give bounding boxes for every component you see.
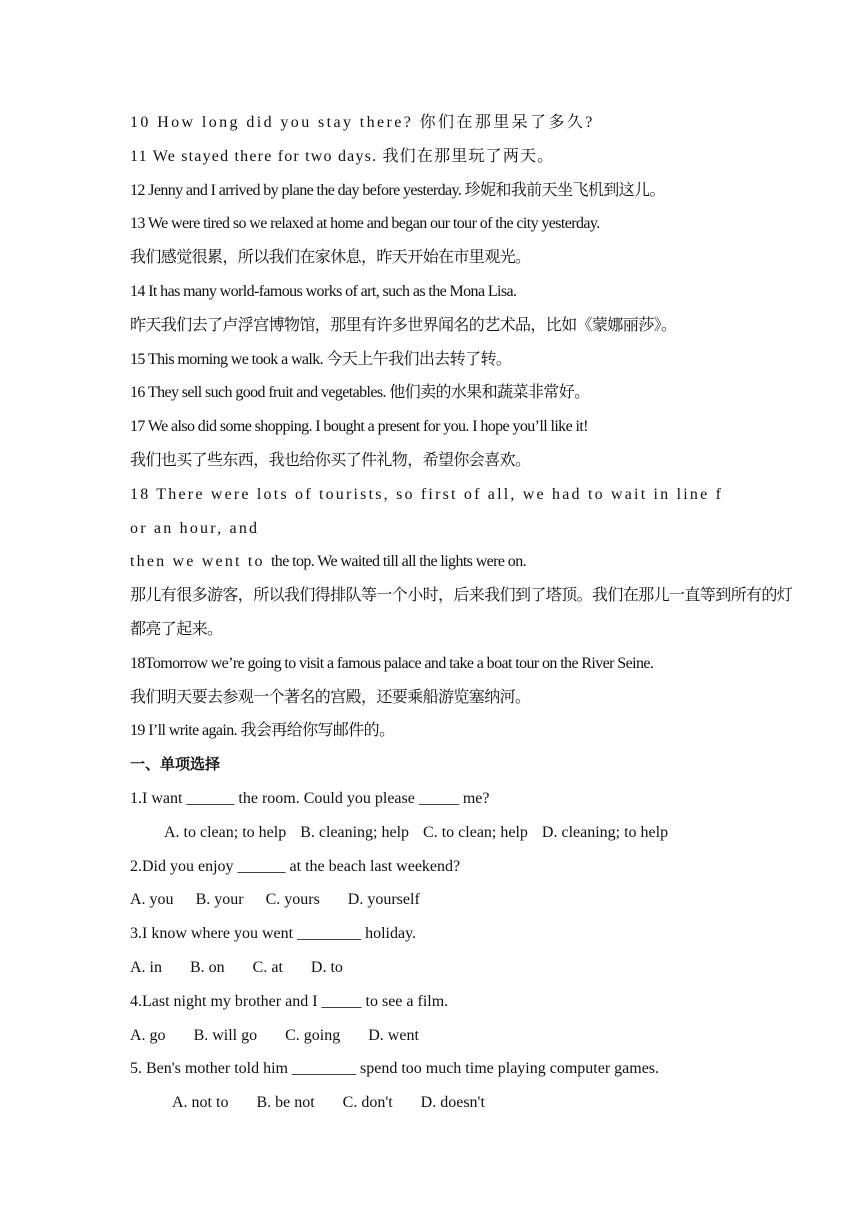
document-content [130, 106, 793, 1120]
question-1-option-a: A. to clean; to help [164, 823, 287, 841]
question-1-stem: 1.I want ______ the room. Could you please _____ me? [130, 789, 490, 807]
question-3-option-d: D. to [310, 958, 343, 976]
sentence-18-line-b: or an hour, and [130, 519, 260, 537]
sentence-18b-english: 18Tomorrow we’re going to visit a famous palace and take a boat tour on the River Seine. [130, 654, 654, 672]
sentence-18-chinese-1: 那儿有很多游客，所以我们得排队等一个小时，后来我们到了塔顶。我们在那儿一直等到所有的灯 [130, 587, 793, 605]
question-2-option-b: B. your [195, 891, 244, 909]
question-3-option-a: A. in [130, 958, 162, 976]
question-4-option-d: D. went [368, 1026, 419, 1044]
question-2-options [130, 883, 740, 917]
question-3-options [130, 951, 740, 985]
question-3-option-c: C. at [252, 958, 283, 976]
question-4-option-c: C. going [285, 1026, 341, 1044]
sentence-13-english: 13 We were tired so we relaxed at home and began our tour of the city yesterday. [130, 215, 600, 233]
question-2-stem: 2.Did you enjoy ______ at the beach last weekend? [130, 857, 461, 875]
sentence-12: 12 Jenny and I arrived by plane the day before yesterday. 珍妮和我前天坐飞机到这儿。 [130, 181, 665, 199]
sentence-18-line-c-start: then we went to [130, 553, 271, 571]
sentence-18b-chinese: 我们明天要去参观一个著名的宫殿，还要乘船游览塞纳河。 [130, 688, 531, 706]
section-heading: 一、单项选择 [130, 755, 221, 774]
sentence-14-english: 14 It has many world-famous works of art, such as the Mona Lisa. [130, 282, 517, 300]
question-4-options [130, 1019, 740, 1053]
sentence-17-chinese: 我们也买了些东西，我也给你买了件礼物，希望你会喜欢。 [130, 451, 531, 469]
sentence-19: 19 I’ll write again. 我会再给你写邮件的。 [130, 722, 395, 740]
question-5-option-c: C. don't [342, 1094, 393, 1112]
sentence-17-english: 17 We also did some shopping. I bought a present for you. I hope you’ll like it! [130, 418, 588, 436]
question-5-options [130, 1086, 740, 1120]
sentence-11: 11 We stayed there for two days. 我们在那里玩了两天。 [130, 147, 555, 165]
question-5-option-a: A. not to [172, 1094, 229, 1112]
question-4-option-b: B. will go [193, 1026, 258, 1044]
question-3-option-b: B. on [190, 958, 225, 976]
question-1-option-c: C. to clean; help [423, 823, 528, 841]
question-2-option-a: A. you [130, 891, 174, 909]
question-2-option-c: C. yours [265, 891, 320, 909]
question-3-stem: 3.I know where you went ________ holiday. [130, 925, 417, 943]
question-1-options [130, 816, 740, 850]
question-5-option-b: B. be not [256, 1094, 315, 1112]
question-5-option-d: D. doesn't [420, 1094, 485, 1112]
sentence-16: 16 They sell such good fruit and vegetables. 他们卖的水果和蔬菜非常好。 [130, 384, 590, 402]
sentence-18-line-c [130, 545, 740, 579]
question-4-stem: 4.Last night my brother and I _____ to see a film. [130, 992, 449, 1010]
sentence-13-chinese: 我们感觉很累，所以我们在家休息，昨天开始在市里观光。 [130, 249, 531, 267]
question-1-option-d: D. cleaning; to help [541, 823, 669, 841]
sentence-14-chinese: 昨天我们去了卢浮宫博物馆，那里有许多世界闻名的艺术品，比如《蒙娜丽莎》。 [130, 316, 677, 334]
question-5-stem: 5. Ben's mother told him ________ spend too much time playing computer games. [130, 1060, 660, 1078]
sentence-18-chinese-2: 都亮了起来。 [130, 620, 223, 638]
sentence-18-line-c-end: the top. We waited till all the lights were on. [270, 553, 526, 571]
question-1-option-b: B. cleaning; help [300, 823, 410, 841]
sentence-10: 10 How long did you stay there? 你们在那里呆了多久? [130, 114, 595, 131]
sentence-18-line-a: 18 There were lots of tourists, so first of all, we had to wait in line f [130, 485, 724, 503]
question-4-option-a: A. go [130, 1026, 166, 1044]
question-2-option-d: D. yourself [347, 891, 420, 909]
sentence-15: 15 This morning we took a walk. 今天上午我们出去转了转。 [130, 350, 512, 368]
